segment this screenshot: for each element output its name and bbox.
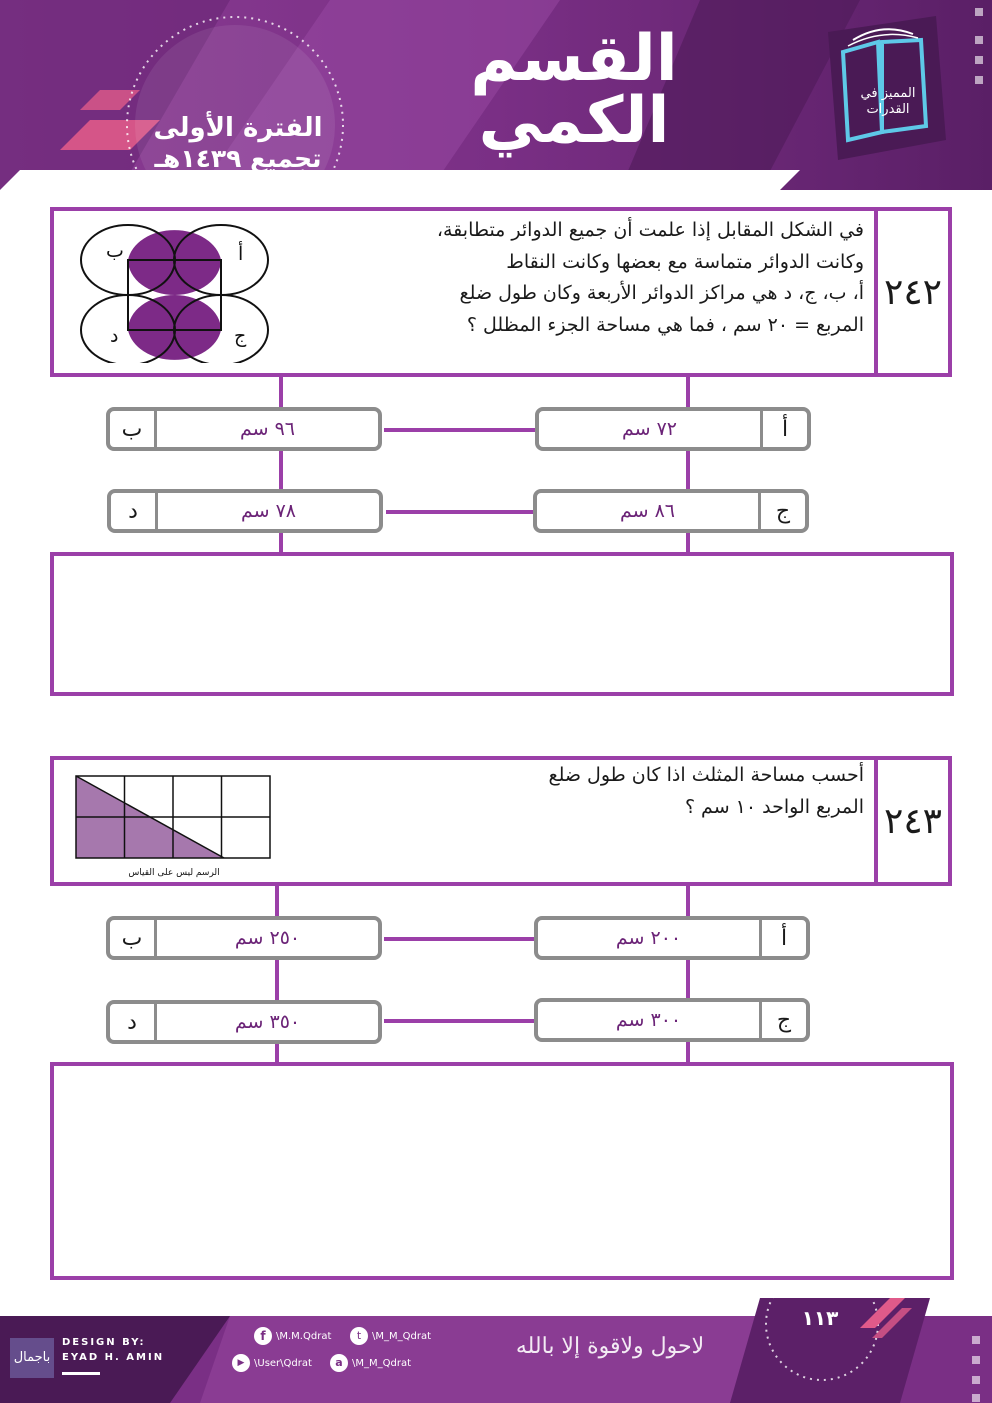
section-title-line2: الكمي [478, 84, 670, 158]
youtube-link[interactable] [232, 1354, 312, 1372]
question-text [344, 215, 864, 341]
option-letter: ج [758, 493, 805, 529]
figure-label-b: ب [106, 240, 124, 262]
connector-line [386, 510, 536, 514]
youtube-handle: \User\Qdrat [254, 1357, 312, 1369]
option-d[interactable] [106, 1000, 382, 1044]
connector-line [384, 1019, 534, 1023]
question-text-line: أ، ب، ج، د هي مراكز الدوائر الأربعة وكان طول ضلع [459, 282, 864, 304]
facebook-icon: f [254, 1327, 272, 1345]
calligraphy-text: لاحول ولاقوة إلا بالله [515, 1334, 705, 1359]
question-number: ٢٤٣ [874, 760, 948, 882]
option-letter: د [111, 493, 158, 529]
connector-line [384, 428, 536, 432]
instagram-link[interactable] [330, 1354, 411, 1372]
option-letter: د [110, 1004, 157, 1040]
facebook-link[interactable] [254, 1327, 331, 1345]
signature-logo: باجمال [13, 1350, 51, 1365]
figure-label-a: أ [238, 243, 244, 265]
designer-name: EYAD H. AMIN [62, 1352, 165, 1363]
logo-text: المميز في القدرات [860, 86, 916, 117]
question-text [344, 760, 864, 823]
question-text-line: أحسب مساحة المثلث اذا كان طول ضلع [548, 764, 864, 786]
option-value: ٢٠٠ سم [615, 927, 682, 949]
question-number: ٢٤٢ [874, 211, 948, 373]
question-text-line: المربع = ٢٠ سم ، فما هي مساحة الجزء المظلل ؟ [466, 313, 864, 336]
option-c[interactable] [533, 489, 809, 533]
option-value: ٣٠٠ سم [615, 1009, 682, 1031]
question-text-line: وكانت الدوائر متماسة مع بعضها وكانت النقاط [506, 250, 864, 273]
instagram-icon: a [330, 1354, 348, 1372]
triangle-grid-figure [74, 774, 274, 864]
option-value: ٩٦ سم [239, 418, 296, 440]
youtube-icon: ▶ [232, 1354, 250, 1372]
option-value: ٧٨ سم [240, 500, 297, 522]
answer-area-242[interactable] [50, 552, 954, 696]
figure-label-c: ج [234, 325, 247, 347]
period-line2: تجميع ١٤٣٩هـ [154, 144, 322, 173]
twitter-link[interactable] [350, 1327, 431, 1345]
option-a[interactable] [535, 407, 811, 451]
answer-area-243[interactable] [50, 1062, 954, 1280]
facebook-handle: \M.M.Qdrat [276, 1330, 332, 1342]
question-box-243 [50, 756, 952, 886]
option-value: ٧٢ سم [621, 418, 678, 440]
section-title-line1: القسم [470, 22, 678, 96]
option-d[interactable] [107, 489, 383, 533]
option-a[interactable] [534, 916, 810, 960]
option-b[interactable] [106, 407, 382, 451]
option-letter: ب [110, 920, 157, 956]
section-title [404, 22, 744, 158]
question-text-line: المربع الواحد ١٠ سم ؟ [684, 795, 864, 818]
option-letter: أ [759, 920, 806, 956]
twitter-icon: t [350, 1327, 368, 1345]
option-value: ٣٥٠ سم [234, 1011, 301, 1033]
question-box-242 [50, 207, 952, 377]
connector-line [384, 937, 534, 941]
twitter-handle: \M_M_Qdrat [372, 1330, 432, 1342]
logo [818, 12, 946, 160]
figure-caption: الرسم ليس على القياس [128, 868, 220, 878]
page-number: ١١٣ [801, 1306, 839, 1330]
option-letter: ب [110, 411, 157, 447]
figure-label-d: د [110, 325, 119, 347]
option-value: ٢٥٠ سم [234, 927, 301, 949]
option-b[interactable] [106, 916, 382, 960]
circles-figure [78, 217, 274, 363]
option-letter: أ [760, 411, 807, 447]
question-text-line: في الشكل المقابل إذا علمت أن جميع الدوائر متطابقة، [436, 219, 864, 241]
period-line1: الفترة الأولى [153, 113, 323, 143]
page-header [0, 0, 992, 190]
instagram-handle: \M_M_Qdrat [352, 1357, 412, 1369]
option-value: ٨٦ سم [619, 500, 676, 522]
option-c[interactable] [534, 998, 810, 1042]
design-by-label: DESIGN BY: [62, 1337, 146, 1348]
option-letter: ج [759, 1002, 806, 1038]
period-label [128, 112, 348, 174]
